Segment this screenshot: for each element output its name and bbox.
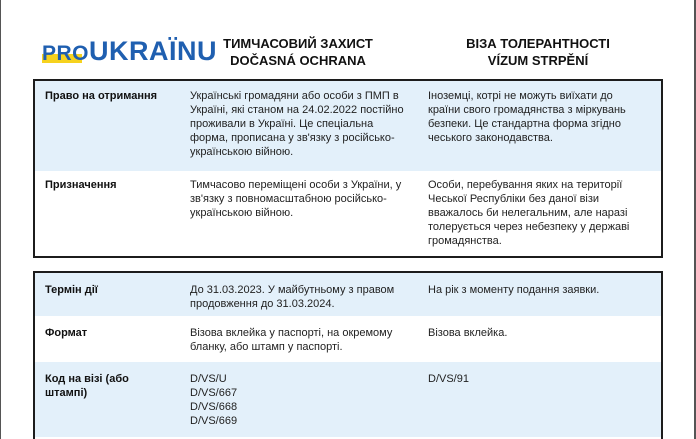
header-line: ТИМЧАСОВИЙ ЗАХИСТ (223, 36, 373, 51)
table-row (35, 316, 661, 362)
cell-tolerance-visa: На рік з моменту подання заявки. (428, 284, 600, 296)
cell-tolerance-visa: Іноземці, котрі не можуть виїхати до країни свого громадянства з міркувань безпеки. Це стандартна форма згідно чеського законодавства. (428, 90, 626, 144)
comparison-table-2 (33, 271, 663, 439)
logo-ukraine: UKRAÏNU (89, 36, 218, 66)
cell-temporary-protection: До 31.03.2023. У майбутньому з правом продовження до 31.03.2024. (190, 284, 395, 310)
visa-code: D/VS/669 (190, 415, 238, 427)
row-label: Формат (45, 327, 88, 339)
row-label: Право на отримання (45, 90, 158, 102)
visa-code: D/VS/668 (190, 401, 238, 413)
column-header-temporary-protection (192, 35, 404, 69)
column-header-tolerance-visa (428, 35, 648, 69)
visa-code: D/VS/U (190, 373, 227, 385)
prokraine-logo (42, 36, 217, 64)
row-label-line: штампі) (45, 387, 88, 399)
visa-code: D/VS/667 (190, 387, 238, 399)
row-label-line: Код на візі (або (45, 373, 129, 385)
row-label (45, 372, 129, 400)
cell-temporary-protection: Візова вклейка у паспорті, на окремому бланку, або штамп у паспорті. (190, 327, 393, 353)
row-label: Призначення (45, 179, 117, 191)
logo-pro: PRO (42, 42, 90, 65)
table-row (35, 171, 661, 256)
header-line: ВІЗА ТОЛЕРАНТНОСТІ (466, 36, 610, 51)
comparison-table-1 (33, 79, 663, 258)
page-left-edge (0, 0, 1, 439)
cell-tolerance-visa: Візова вклейка. (428, 327, 508, 339)
cell-temporary-protection: Тимчасово переміщені особи з України, у зв'язку з повномасштабною російсько-українською війною. (190, 179, 402, 219)
table-row (35, 362, 661, 437)
header-line: VÍZUM STRPĚNÍ (487, 53, 589, 68)
table-row (35, 273, 661, 316)
cell-visa-codes (190, 372, 412, 428)
row-label: Термін дії (45, 284, 98, 296)
cell-temporary-protection: Українські громадяни або особи з ПМП в Україні, які станом на 24.02.2022 постійно проживали в Україні. Це спеціальна форма, прописана у зв'язку з російсько-українською війною. (190, 90, 404, 158)
cell-tolerance-visa: Особи, перебування яких на території Чеської Республіки без даної візи вважалось би нелегальним, але наразі толерується через небезпеку у державі громадянства. (428, 179, 630, 247)
header-line: DOČASNÁ OCHRANA (230, 53, 366, 68)
table-row (35, 81, 661, 171)
cell-tolerance-visa: D/VS/91 (428, 373, 469, 385)
